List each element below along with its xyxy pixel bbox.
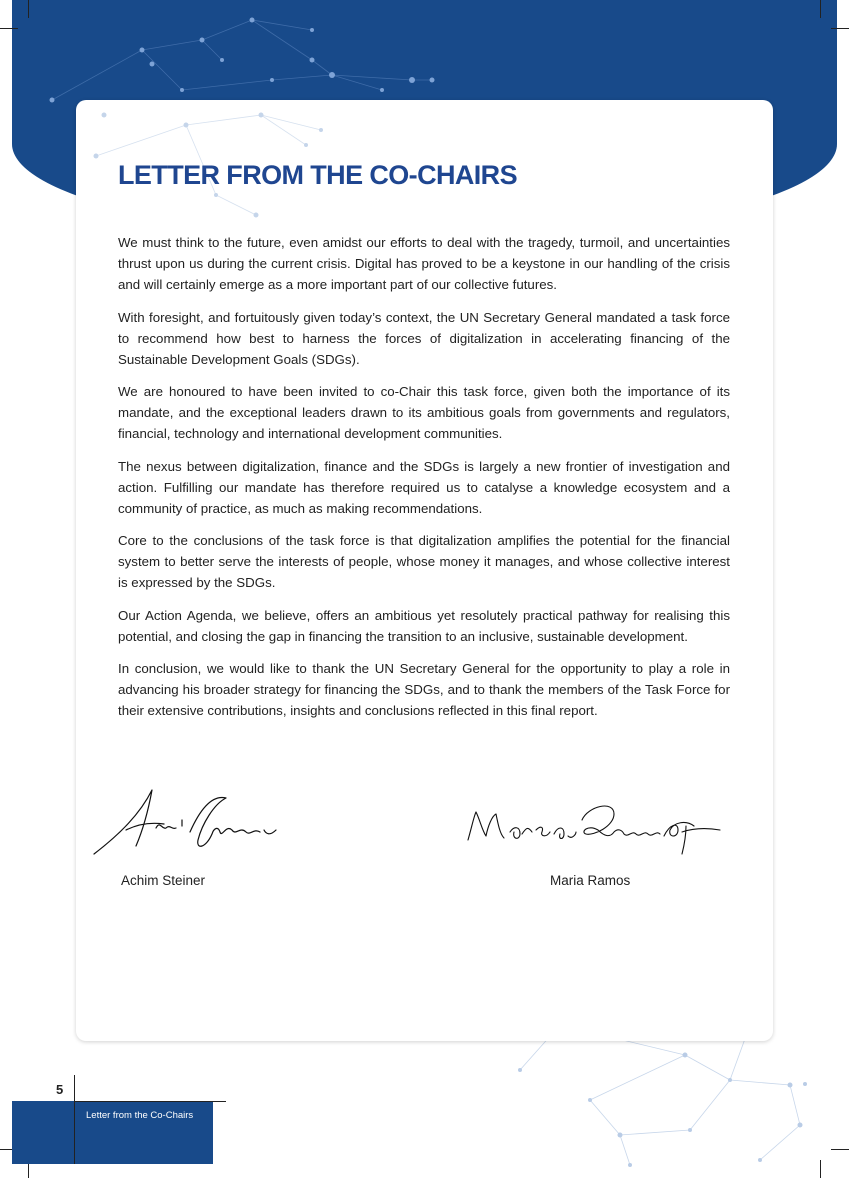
- crop-mark: [831, 28, 849, 29]
- letter-body: [118, 232, 730, 733]
- paragraph: With foresight, and fortuitously given today’s context, the UN Secretary General mandated a task force to recommend how best to harness the forces of digitalization in accelerating financing of the Sustainable Development Goals (SDGs).: [118, 309, 730, 367]
- footer-divider: [74, 1075, 75, 1164]
- paragraph: We must think to the future, even amidst our efforts to deal with the tragedy, turmoil, and uncertainties thrust upon us during the current crisis. Digital has proved to be a keystone in our handling of the crisis and will certainly emerge as a more important part of our collective futures.: [118, 235, 730, 292]
- signature-maria-ramos: [464, 796, 726, 858]
- page-number: 5: [56, 1082, 64, 1097]
- signatory-name: Maria Ramos: [550, 873, 631, 888]
- paragraph: Core to the conclusions of the task force is that digitalization amplifies the potential for the financial system to better serve the interests of people, whose money it manages, and whose collective interest is expressed by the SDGs.: [118, 533, 730, 590]
- paragraph: The nexus between digitalization, finance and the SDGs is largely a new frontier of investigation and action. Fulfilling our mandate has therefore required us to catalyse a knowledge ecosystem and a community of practice, as much as making recommendations.: [118, 458, 730, 516]
- crop-mark: [28, 0, 29, 18]
- page-title: LETTER FROM THE CO-CHAIRS: [118, 160, 517, 190]
- footer-section-tab: [12, 1101, 213, 1164]
- letter-card: [76, 100, 773, 1041]
- paragraph: Our Action Agenda, we believe, offers an ambitious yet resolutely practical pathway for realising this potential, and closing the gap in financing the transition to an inclusive, sustainable development.: [118, 607, 730, 644]
- footer-divider: [74, 1101, 226, 1102]
- signatory-name: Achim Steiner: [121, 873, 206, 888]
- paragraph: In conclusion, we would like to thank the UN Secretary General for the opportunity to play a role in advancing his broader strategy for financing the SDGs, and to thank the members of the Task Force for their extensive contributions, insights and conclusions reflected in this final report.: [118, 661, 730, 718]
- section-label: Letter from the Co-Chairs: [86, 1110, 194, 1121]
- crop-mark: [0, 28, 18, 29]
- signature-achim-steiner: [90, 784, 290, 860]
- paragraph: We are honoured to have been invited to co-Chair this task force, given both the importance of its mandate, and the exceptional leaders drawn to its ambitious goals from governments and regulators, financial, technology and international development communities.: [118, 384, 730, 441]
- crop-mark: [820, 0, 821, 18]
